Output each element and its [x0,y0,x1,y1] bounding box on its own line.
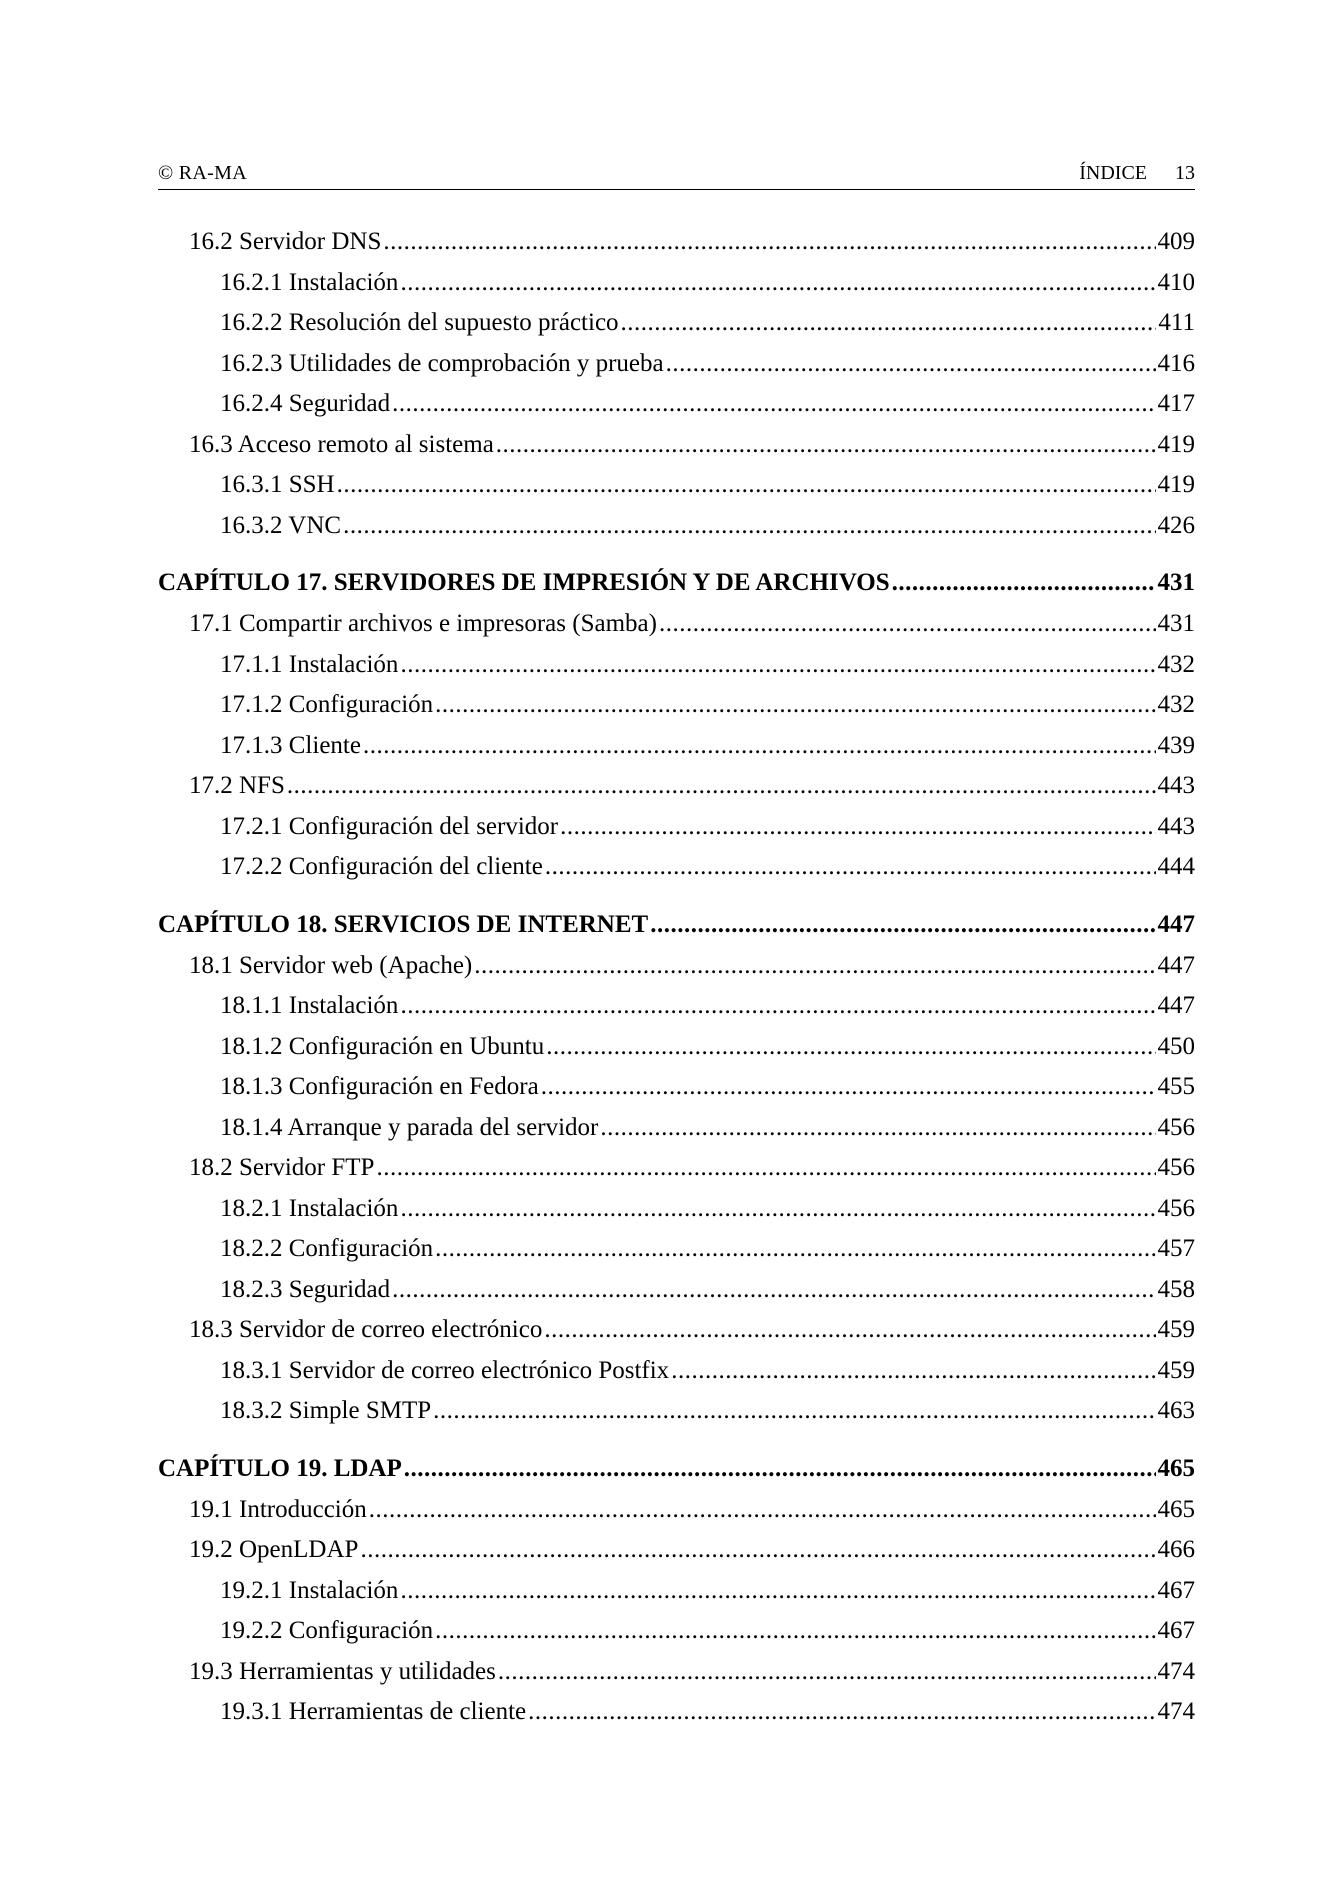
toc-entry-page: 467 [1157,1617,1195,1644]
toc-entry-title: 18.2.2 Configuración [220,1235,434,1262]
toc-chapter-entry[interactable] [158,1448,1195,1490]
toc-entry-page: 474 [1157,1698,1195,1725]
toc-entry-title: 18.2.1 Instalación [220,1194,399,1222]
dot-leader [659,604,1156,645]
toc-entry-title: CAPÍTULO 17. SERVIDORES DE IMPRESIÓN Y DE ARCHIVOS [158,569,890,596]
toc-entry-page: 474 [1157,1657,1195,1685]
dot-leader [435,685,1155,726]
toc-subsection-entry[interactable] [158,465,1195,506]
toc-subsection-entry[interactable] [158,1611,1195,1652]
page-header [158,162,1195,190]
dot-leader [621,303,1157,344]
dot-leader [376,1148,1155,1189]
dot-leader [666,344,1156,385]
dot-leader [435,1611,1155,1652]
toc-section-entry[interactable] [158,946,1195,987]
toc-subsection-entry[interactable] [158,1692,1195,1733]
toc-entry-page: 456 [1157,1194,1195,1222]
toc-entry-title: 19.1 Introducción [189,1495,367,1523]
toc-section-entry[interactable] [158,1310,1195,1351]
toc-entry-page: 458 [1157,1275,1195,1303]
dot-leader [392,1270,1155,1311]
dot-leader [400,645,1155,686]
toc-entry-title: 19.2.1 Instalación [220,1576,399,1604]
toc-section-entry[interactable] [158,222,1195,263]
dot-leader [544,1310,1155,1351]
dot-leader [383,222,1155,263]
toc-entry-page: 456 [1157,1154,1195,1181]
toc-entry-page: 419 [1157,430,1195,458]
toc-chapter-entry[interactable] [158,904,1195,946]
toc-section-entry[interactable] [158,1652,1195,1693]
toc-section-entry[interactable] [158,1490,1195,1531]
toc-subsection-entry[interactable] [158,1391,1195,1432]
toc-subsection-entry[interactable] [158,1027,1195,1068]
toc-entry-title: 18.3.1 Servidor de correo electrónico Postfix [220,1356,670,1384]
toc-section-entry[interactable] [158,1530,1195,1571]
toc-entry-page: 431 [1157,569,1195,596]
toc-subsection-entry[interactable] [158,847,1195,888]
toc-subsection-entry[interactable] [158,1189,1195,1230]
toc-entry-title: 18.1.3 Configuración en Fedora [220,1073,539,1100]
dot-leader [360,1530,1155,1571]
dot-leader [671,1351,1155,1392]
toc-entry-page: 443 [1157,812,1195,840]
toc-entry-page: 465 [1157,1495,1195,1523]
toc-entry-title: 19.2 OpenLDAP [189,1536,359,1563]
toc-entry-title: CAPÍTULO 19. LDAP [158,1454,402,1482]
dot-leader [528,1692,1155,1733]
toc-entry-page: 447 [1157,992,1195,1019]
toc-entry-page: 417 [1157,390,1195,417]
toc-section-entry[interactable] [158,425,1195,466]
toc-entry-title: 17.2.2 Configuración del cliente [220,853,543,880]
toc-entry-title: 18.1 Servidor web (Apache) [189,951,473,979]
dot-leader [474,946,1155,987]
toc-subsection-entry[interactable] [158,263,1195,304]
toc-entry-page: 455 [1157,1073,1195,1100]
dot-leader [892,562,1156,604]
dot-leader [498,1652,1156,1693]
toc-entry-page: 459 [1157,1356,1195,1384]
dot-leader [400,263,1155,304]
toc-entry-title: 18.1.4 Arranque y parada del servidor [220,1113,599,1141]
dot-leader [392,384,1155,425]
toc-entry-title: 19.3 Herramientas y utilidades [189,1657,496,1685]
dot-leader [560,807,1155,848]
toc-entry-title: 19.3.1 Herramientas de cliente [220,1698,527,1725]
dot-leader [343,506,1155,547]
toc-subsection-entry[interactable] [158,1351,1195,1392]
toc-entry-title: 16.2.2 Resolución del supuesto práctico [220,309,619,336]
toc-entry-page: 432 [1157,650,1195,678]
toc-subsection-entry[interactable] [158,506,1195,547]
dot-leader [650,904,1155,946]
page-number: 13 [1175,162,1195,184]
dot-leader [400,986,1155,1027]
toc-subsection-entry[interactable] [158,726,1195,767]
toc-entry-page: 410 [1157,268,1195,296]
toc-subsection-entry[interactable] [158,384,1195,425]
toc-entry-title: 16.2.4 Seguridad [220,390,391,417]
dot-leader [600,1108,1155,1149]
dot-leader [546,1027,1155,1068]
dot-leader [369,1490,1156,1531]
toc-entry-title: 17.1.1 Instalación [220,650,399,678]
toc-subsection-entry[interactable] [158,1229,1195,1270]
toc-entry-title: 16.3.2 VNC [220,511,342,539]
toc-subsection-entry[interactable] [158,303,1195,344]
running-head [1079,162,1195,185]
dot-leader [400,1571,1155,1612]
toc-entry-title: 19.2.2 Configuración [220,1617,434,1644]
toc-subsection-entry[interactable] [158,807,1195,848]
toc-subsection-entry[interactable] [158,1270,1195,1311]
toc-entry-page: 431 [1157,610,1195,637]
toc-entry-page: 411 [1158,309,1195,336]
toc-entry-page: 409 [1157,228,1195,255]
dot-leader [433,1391,1155,1432]
toc-entry-title: 17.2 NFS [189,772,285,799]
toc-entry-page: 447 [1157,910,1195,938]
toc-entry-title: 18.2.3 Seguridad [220,1275,391,1303]
toc-entry-title: 18.2 Servidor FTP [189,1154,375,1181]
toc-entry-title: 17.1 Compartir archivos e impresoras (Samba) [189,610,657,637]
toc-entry-title: 17.1.2 Configuración [220,691,434,718]
toc-section-entry[interactable] [158,766,1195,807]
toc-entry-page: 465 [1157,1454,1195,1482]
publisher-copyright: © RA-MA [158,162,247,184]
toc-entry-title: 18.3.2 Simple SMTP [220,1397,432,1424]
toc-entry-page: 457 [1157,1235,1195,1262]
toc-subsection-entry[interactable] [158,685,1195,726]
section-title: ÍNDICE [1079,162,1147,184]
toc-entry-page: 443 [1157,772,1195,799]
toc-entry-page: 447 [1157,951,1195,979]
toc-subsection-entry[interactable] [158,1067,1195,1108]
toc-entry-title: 17.1.3 Cliente [220,731,361,759]
toc-section-entry[interactable] [158,1148,1195,1189]
toc-entry-title: 16.2.1 Instalación [220,268,399,296]
dot-leader [435,1229,1155,1270]
toc-chapter-entry[interactable] [158,562,1195,604]
dot-leader [545,847,1156,888]
toc-subsection-entry[interactable] [158,1108,1195,1149]
toc-entry-title: 16.2 Servidor DNS [189,228,382,255]
toc-entry-title: 16.3 Acceso remoto al sistema [189,430,494,458]
toc-entry-page: 426 [1157,511,1195,539]
toc-entry-page: 450 [1157,1032,1195,1060]
dot-leader [541,1067,1156,1108]
toc-entry-page: 432 [1157,691,1195,718]
dot-leader [404,1448,1156,1490]
toc-entry-page: 459 [1157,1316,1195,1343]
table-of-contents [158,222,1195,1733]
dot-leader [400,1189,1155,1230]
toc-entry-page: 439 [1157,731,1195,759]
toc-entry-page: 466 [1157,1536,1195,1563]
dot-leader [337,465,1156,506]
toc-entry-title: 17.2.1 Configuración del servidor [220,812,559,840]
toc-entry-page: 463 [1157,1397,1195,1424]
toc-entry-title: CAPÍTULO 18. SERVICIOS DE INTERNET [158,910,649,938]
toc-subsection-entry[interactable] [158,645,1195,686]
toc-entry-title: 16.2.3 Utilidades de comprobación y prueba [220,349,664,377]
dot-leader [287,766,1156,807]
toc-entry-title: 18.1.1 Instalación [220,992,399,1019]
toc-entry-title: 16.3.1 SSH [220,471,335,498]
toc-entry-page: 419 [1157,471,1195,498]
dot-leader [496,425,1156,466]
toc-entry-page: 456 [1157,1113,1195,1141]
toc-subsection-entry[interactable] [158,344,1195,385]
toc-entry-page: 444 [1157,853,1195,880]
toc-entry-title: 18.3 Servidor de correo electrónico [189,1316,543,1343]
toc-entry-title: 18.1.2 Configuración en Ubuntu [220,1032,545,1060]
toc-entry-page: 416 [1157,349,1195,377]
dot-leader [363,726,1156,767]
toc-subsection-entry[interactable] [158,1571,1195,1612]
toc-entry-page: 467 [1157,1576,1195,1604]
toc-subsection-entry[interactable] [158,986,1195,1027]
toc-section-entry[interactable] [158,604,1195,645]
